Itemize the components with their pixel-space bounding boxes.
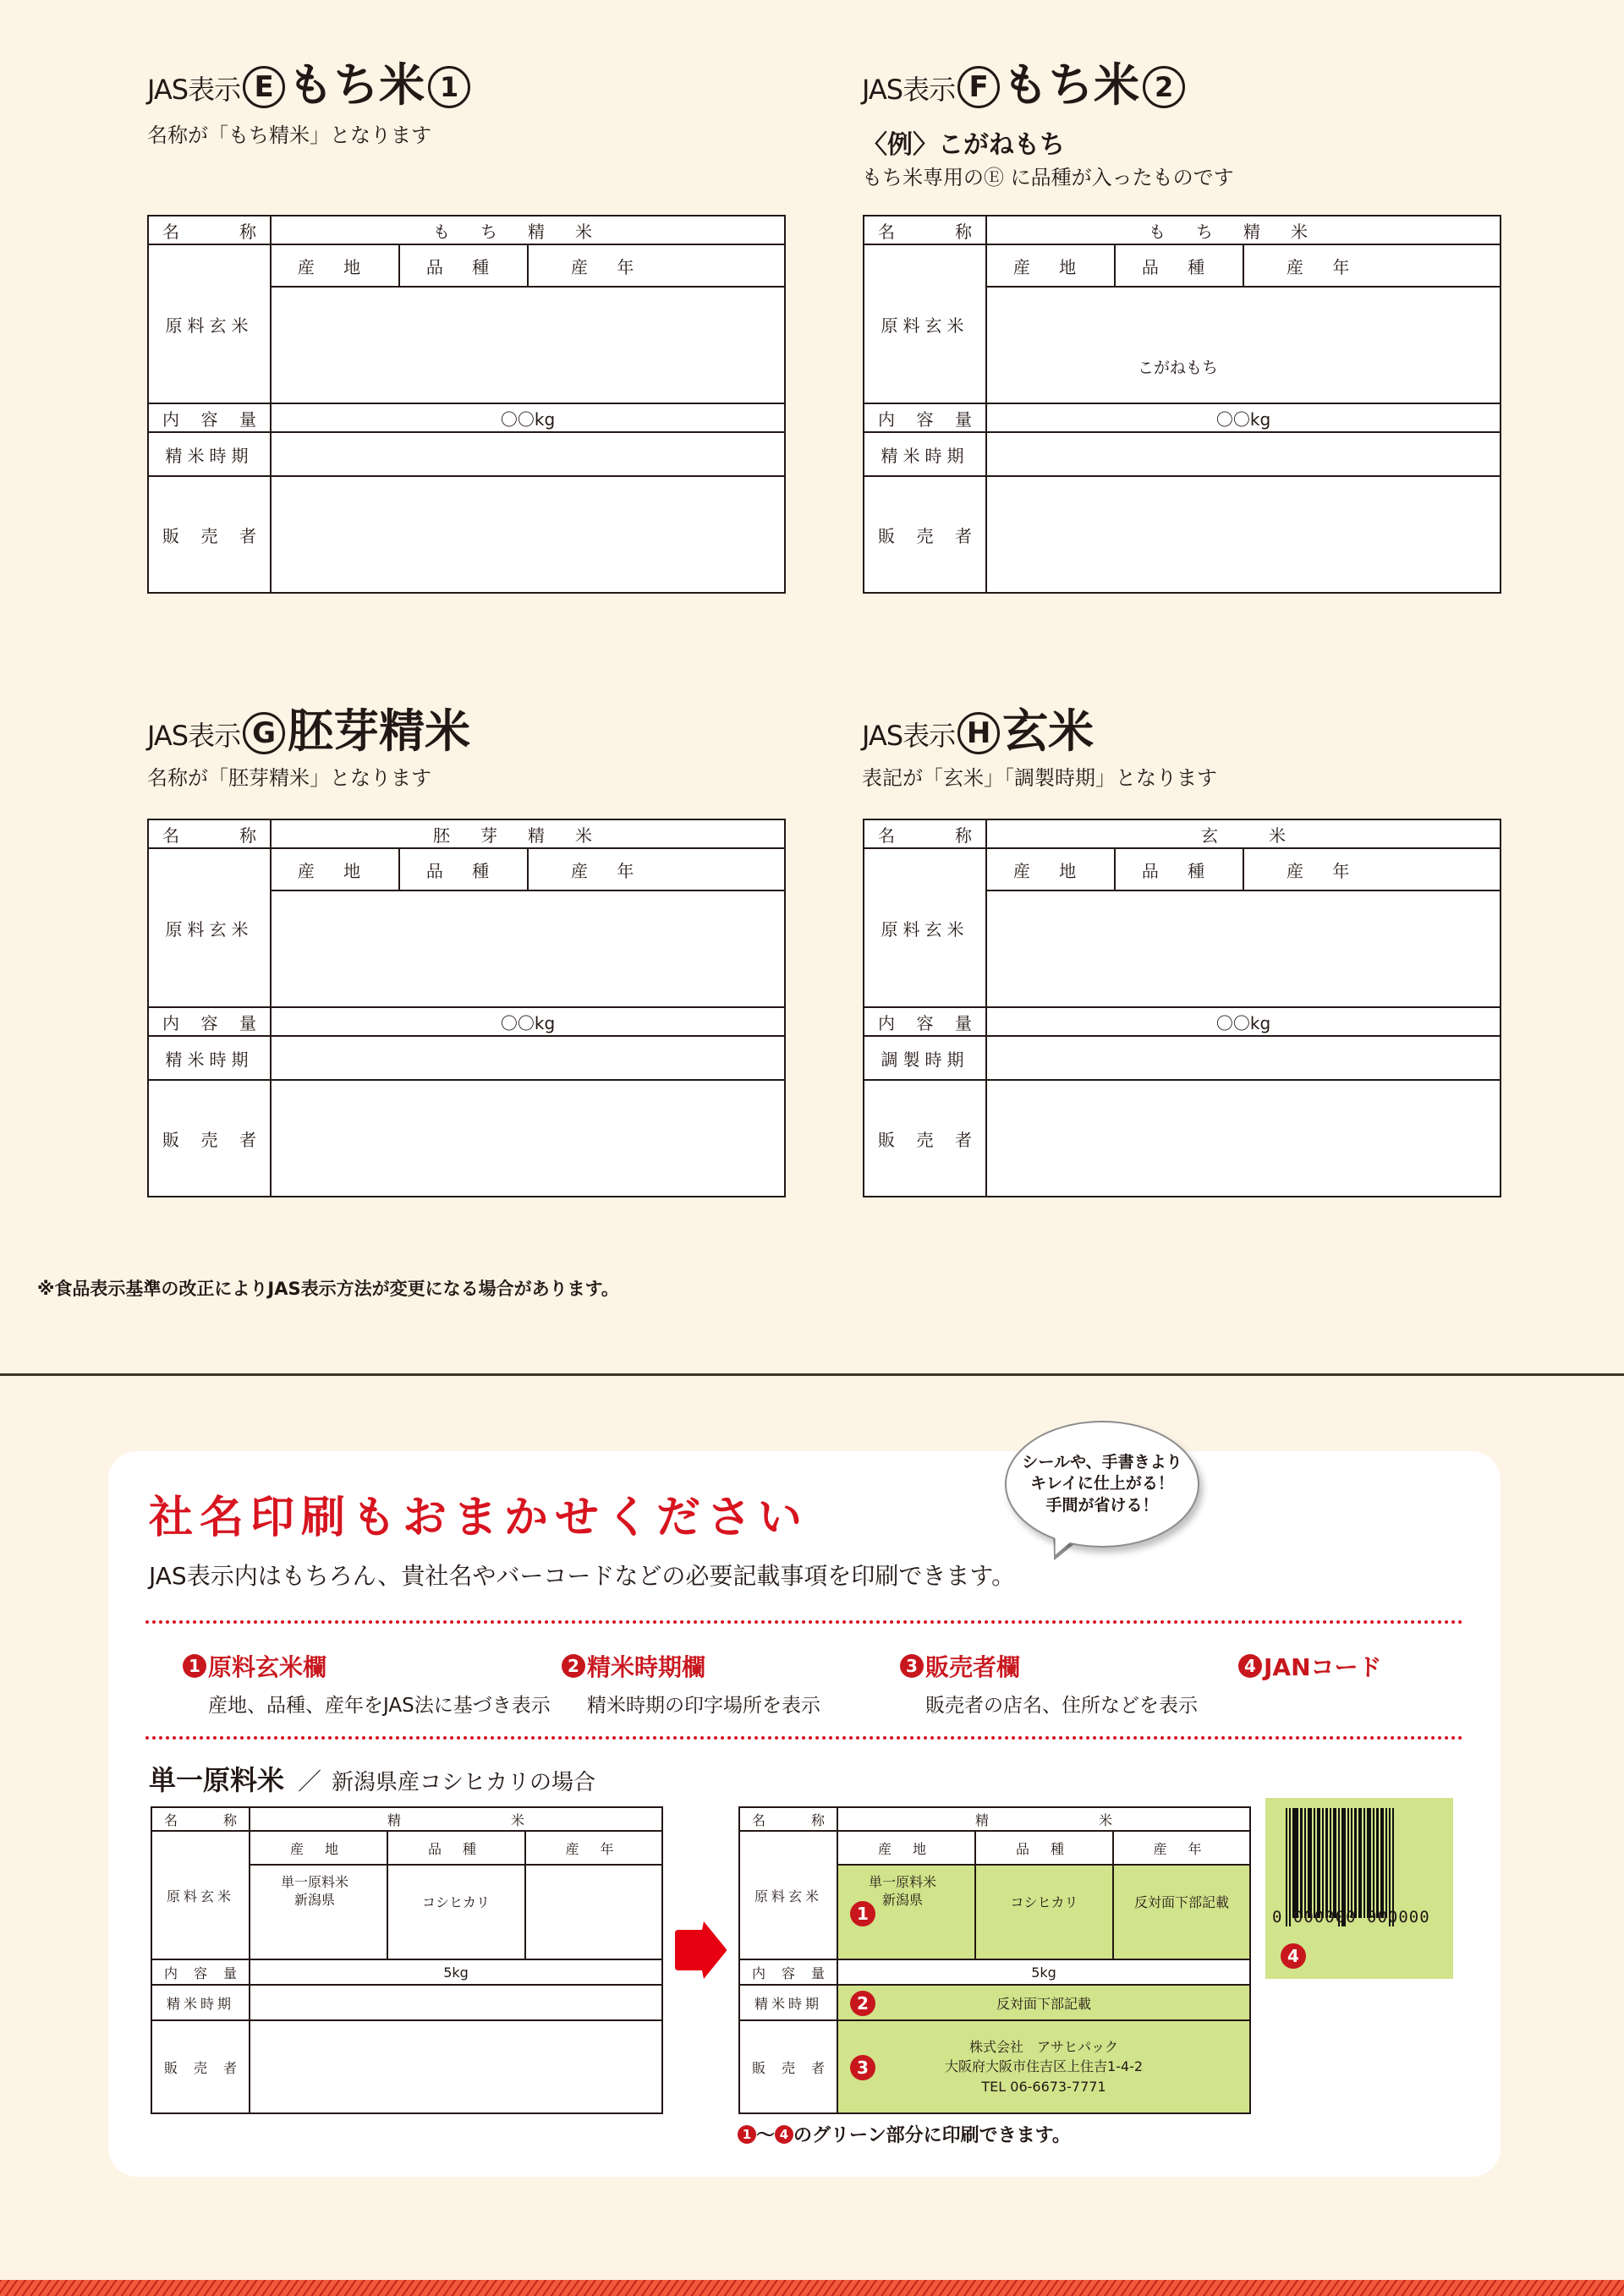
raw-value: こがねもち (986, 287, 1501, 403)
row-label-polish: 精米時期 (151, 1985, 250, 2020)
barcode-icon (1286, 1808, 1396, 1918)
feature-description: 精米時期の印字場所を表示 (587, 1695, 820, 1717)
col-variety: 品 種 (387, 1831, 525, 1865)
row-label-raw: 原料玄米 (739, 1831, 837, 1959)
barcode-right-digits: 000000 (1367, 1908, 1430, 1926)
number-4-icon: 4 (775, 2125, 793, 2144)
print-service-title: 社名印刷もおまかせください (149, 1493, 809, 1543)
name-value: 精米 (837, 1807, 1250, 1831)
polish-value (250, 1985, 662, 2020)
barcode-lead-digit: 0 (1272, 1908, 1283, 1926)
speech-bubble (1005, 1421, 1199, 1548)
name-value: もち精米 (986, 216, 1501, 244)
section-description: もち米専用のⒺ に品種が入ったものです (862, 166, 1234, 189)
row-label-content: 内容量 (739, 1959, 837, 1985)
seller-value (837, 2020, 1250, 2113)
badge-e-icon: E (243, 66, 285, 108)
row-label-name: 名 称 (148, 216, 271, 244)
seller-value (250, 2020, 662, 2113)
variety-value: コシヒカリ (975, 1865, 1113, 1959)
row-label-content: 内容量 (864, 403, 986, 432)
feature-polish-date (562, 1649, 820, 1718)
date-value (986, 432, 1501, 476)
content-value: 〇〇kg (986, 403, 1501, 432)
bubble-line: シールや、手書きより (1022, 1452, 1182, 1471)
feature-seller (900, 1649, 1198, 1718)
row-label-seller: 販売者 (151, 2020, 250, 2113)
example-heading (149, 1759, 595, 1798)
row-label-name: 名 称 (739, 1807, 837, 1831)
col-year: 産 年 (525, 1831, 662, 1865)
row-label-name: 名 称 (864, 819, 986, 848)
feature-title: 販売者欄 (925, 1653, 1021, 1681)
label-table-e (147, 215, 786, 594)
badge-g-icon: G (243, 712, 285, 754)
content-value: 〇〇kg (271, 1007, 785, 1036)
name-value: もち精米 (271, 216, 785, 244)
jas-prefix: JAS表示 (862, 74, 956, 106)
row-label-content: 内容量 (864, 1007, 986, 1036)
col-year: 産 年 (528, 244, 785, 287)
origin-text: 新潟県 (882, 1891, 924, 1908)
jan-barcode-area (1265, 1798, 1453, 1979)
number-2-icon: 2 (850, 1991, 875, 2016)
col-year: 産 年 (1243, 848, 1501, 890)
label-table-before (151, 1806, 663, 2114)
row-label-seller: 販売者 (864, 476, 986, 593)
col-origin: 産 地 (250, 1831, 387, 1865)
number-1-icon: 1 (850, 1901, 875, 1926)
content-value: 5kg (837, 1959, 1250, 1985)
row-label-date: 精米時期 (148, 1036, 271, 1080)
print-note (738, 2121, 1071, 2147)
number-1-icon: 1 (428, 66, 470, 108)
year-value: 反対面下部記載 (1113, 1865, 1250, 1959)
origin-value (837, 1865, 975, 1959)
number-4-icon: 4 (1238, 1654, 1262, 1678)
seller-value (271, 1080, 785, 1197)
section-f-heading (862, 52, 1234, 112)
row-label-date: 精米時期 (148, 432, 271, 476)
feature-title: 原料玄米欄 (208, 1653, 327, 1681)
feature-title: 精米時期欄 (587, 1653, 706, 1681)
raw-value (271, 287, 785, 403)
jas-prefix: JAS表示 (862, 720, 956, 752)
seller-tel: TEL 06-6673-7771 (981, 2078, 1106, 2095)
number-2-icon: 2 (562, 1654, 585, 1678)
name-value: 胚芽精米 (271, 819, 785, 848)
number-3-icon: 3 (850, 2055, 875, 2080)
year-value (525, 1865, 662, 1959)
number-2-icon: 2 (1143, 66, 1185, 108)
row-label-content: 内容量 (151, 1959, 250, 1985)
seller-company: 株式会社 アサヒパック (968, 2039, 1118, 2056)
number-1-icon: 1 (738, 2125, 756, 2144)
col-origin: 産 地 (271, 848, 399, 890)
raw-value (271, 890, 785, 1007)
label-table-after (738, 1806, 1251, 2114)
section-h-heading (862, 699, 1217, 758)
tilde: 〜 (756, 2125, 776, 2146)
col-year: 産 年 (1243, 244, 1501, 287)
name-value: 玄 米 (986, 819, 1501, 848)
section-description: 名称が「もち精米」となります (147, 123, 431, 147)
single-origin-label: 単一原料米 (869, 1874, 937, 1890)
row-label-raw: 原料玄米 (148, 848, 271, 1007)
content-value: 〇〇kg (271, 403, 785, 432)
content-value: 5kg (250, 1959, 662, 1985)
barcode-digits (1272, 1908, 1430, 1926)
speech-bubble-text (1022, 1452, 1182, 1517)
section-g-heading (147, 699, 470, 758)
row-label-name: 名 称 (864, 216, 986, 244)
section-title: 胚芽精米 (288, 704, 471, 758)
row-label-raw: 原料玄米 (148, 244, 271, 403)
section-description: 表記が「玄米」「調製時期」となります (862, 766, 1217, 790)
section-title: もち米 (1002, 58, 1140, 112)
date-value (986, 1036, 1501, 1080)
label-table-g (147, 819, 786, 1197)
row-label-seller: 販売者 (148, 1080, 271, 1197)
row-label-date: 調製時期 (864, 1036, 986, 1080)
print-service-subtitle: JAS表示内はもちろん、貴社名やバーコードなどの必要記載事項を印刷できます。 (149, 1562, 1016, 1590)
col-variety: 品 種 (399, 244, 528, 287)
seller-value (271, 476, 785, 593)
single-origin-label: 単一原料米 (281, 1874, 349, 1890)
section-title: 玄米 (1002, 704, 1095, 758)
col-variety: 品 種 (399, 848, 528, 890)
footnote: ※食品表示基準の改正によりJAS表示方法が変更になる場合があります。 (37, 1279, 619, 1299)
row-label-raw: 原料玄米 (864, 848, 986, 1007)
seller-value (986, 476, 1501, 593)
print-note-text: のグリーン部分に印刷できます。 (793, 2125, 1071, 2146)
row-label-seller: 販売者 (148, 476, 271, 593)
section-title: もち米 (288, 58, 425, 112)
date-value (271, 1036, 785, 1080)
section-g (147, 699, 470, 791)
row-label-name: 名 称 (148, 819, 271, 848)
row-label-content: 内容量 (148, 1007, 271, 1036)
seller-address: 大阪府大阪市住吉区上住吉1-4-2 (944, 2058, 1144, 2075)
col-year: 産 年 (1113, 1831, 1250, 1865)
bubble-line: 手間が省ける！ (1045, 1495, 1159, 1515)
feature-title: JANコード (1264, 1653, 1382, 1681)
col-year: 産 年 (528, 848, 785, 890)
row-label-raw: 原料玄米 (151, 1831, 250, 1959)
date-value (271, 432, 785, 476)
example-heading-sub: 新潟県産コシヒカリの場合 (332, 1770, 596, 1795)
content-value: 〇〇kg (986, 1007, 1501, 1036)
jas-prefix: JAS表示 (147, 74, 241, 106)
polish-text: 反対面下部記載 (996, 1995, 1091, 2012)
col-variety: 品 種 (1115, 244, 1243, 287)
feature-jan-code (1238, 1649, 1382, 1683)
example-heading-slash: ／ (298, 1767, 322, 1795)
badge-f-icon: F (957, 66, 1000, 108)
col-origin: 産 地 (986, 244, 1115, 287)
section-example: 〈例〉こがねもち (862, 130, 1065, 160)
label-table-h (863, 819, 1501, 1197)
dotted-divider-bottom (145, 1736, 1463, 1740)
col-variety: 品 種 (975, 1831, 1113, 1865)
feature-description: 産地、品種、産年をJAS法に基づき表示 (208, 1695, 551, 1717)
footer-stripe (0, 2280, 1624, 2296)
name-value: 精米 (250, 1807, 662, 1831)
section-f (862, 52, 1234, 190)
col-variety: 品 種 (1115, 848, 1243, 890)
jas-prefix: JAS表示 (147, 720, 241, 752)
variety-value: コシヒカリ (387, 1865, 525, 1959)
arrow-right-icon (675, 1920, 727, 1981)
example-heading-main: 単一原料米 (149, 1764, 285, 1796)
bubble-line: キレイに仕上がる！ (1030, 1474, 1174, 1493)
row-label-polish: 精米時期 (739, 1985, 837, 2020)
origin-value (250, 1865, 387, 1959)
col-origin: 産 地 (986, 848, 1115, 890)
row-label-seller: 販売者 (864, 1080, 986, 1197)
section-e-heading (147, 52, 470, 112)
row-label-date: 精米時期 (864, 432, 986, 476)
row-label-name: 名 称 (151, 1807, 250, 1831)
origin-text: 新潟県 (294, 1891, 336, 1908)
barcode-left-digits: 000000 (1292, 1908, 1357, 1926)
raw-value (986, 890, 1501, 1007)
col-origin: 産 地 (271, 244, 399, 287)
section-e (147, 52, 470, 148)
polish-value (837, 1985, 1250, 2020)
number-4-icon: 4 (1281, 1943, 1306, 1969)
badge-h-icon: H (957, 712, 1000, 754)
number-3-icon: 3 (900, 1654, 924, 1678)
number-1-icon: 1 (183, 1654, 206, 1678)
section-description: 名称が「胚芽精米」となります (147, 766, 431, 790)
feature-raw-rice (183, 1649, 551, 1718)
row-label-seller: 販売者 (739, 2020, 837, 2113)
section-divider (0, 1373, 1624, 1376)
dotted-divider-top (145, 1620, 1463, 1624)
row-label-content: 内容量 (148, 403, 271, 432)
feature-description: 販売者の店名、住所などを表示 (925, 1695, 1198, 1717)
section-h (862, 699, 1217, 791)
seller-value (986, 1080, 1501, 1197)
col-origin: 産 地 (837, 1831, 975, 1865)
label-table-f (863, 215, 1501, 594)
row-label-raw: 原料玄米 (864, 244, 986, 403)
